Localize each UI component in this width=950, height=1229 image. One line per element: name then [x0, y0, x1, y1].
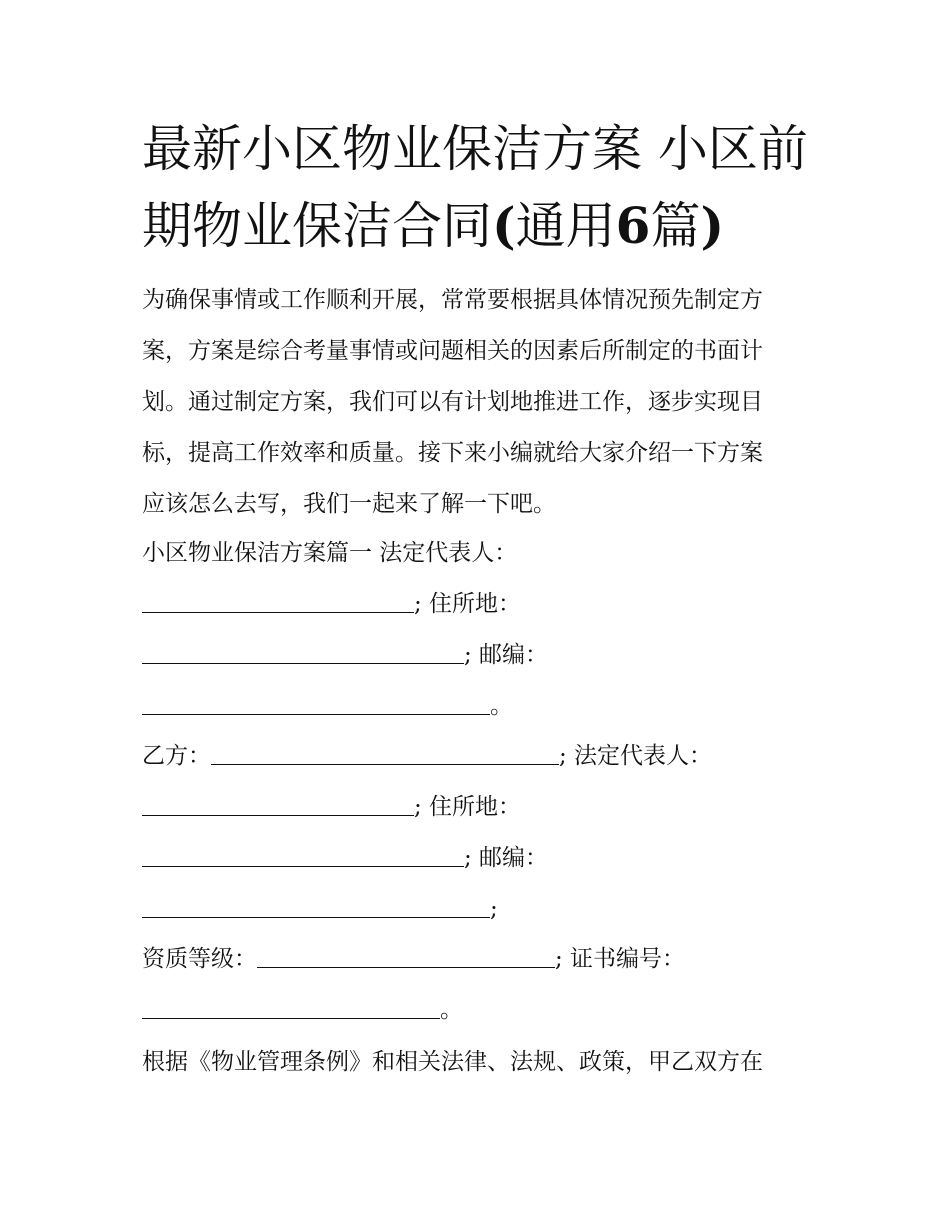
- period-mark: 。: [490, 693, 513, 719]
- party-a-residence-line: [142, 579, 521, 630]
- blank-rule: [142, 815, 414, 816]
- party-b-end-line: [142, 884, 498, 935]
- intro-line-4: 标，提高工作效率和质量。接下来小编就给大家介绍一下方案: [142, 440, 763, 466]
- intro-line-3: 划。通过制定方案，我们可以有计划地推进工作，逐步实现目: [142, 389, 763, 415]
- blank-rule: [142, 714, 490, 715]
- residence-label: ; 住所地：: [414, 591, 522, 617]
- intro-line-2: 案，方案是综合考量事情或问题相关的因素后所制定的书面计: [142, 338, 763, 364]
- blank-rule: [142, 866, 464, 867]
- document-title-line-1: [142, 112, 842, 186]
- title-line-2-post: 篇: [650, 197, 701, 255]
- blank-rule: [142, 663, 464, 664]
- party-b-residence-line: [142, 782, 521, 833]
- certificate-label: ; 证书编号：: [555, 946, 686, 972]
- qualification-line: [142, 934, 685, 985]
- section-heading: 小区物业保洁方案篇一 法定代表人：: [142, 540, 518, 566]
- blank-rule: [211, 764, 559, 765]
- party-b-line: [142, 731, 712, 782]
- blank-rule: [142, 917, 490, 918]
- residence-label: ; 住所地：: [414, 794, 522, 820]
- party-a-end-line: [142, 681, 513, 732]
- certificate-end-line: [142, 985, 463, 1036]
- party-b-postcode-line: [142, 833, 548, 884]
- blank-rule: [142, 612, 414, 613]
- title-count: 6: [615, 196, 651, 255]
- semicolon-mark: ;: [490, 896, 498, 922]
- title-line-1-text: 最新小区物业保洁方案 小区前: [142, 120, 808, 178]
- title-paren-close: ): [700, 196, 725, 255]
- period-mark: 。: [440, 997, 463, 1023]
- intro-line-5: 应该怎么去写，我们一起来了解一下吧。: [142, 491, 556, 517]
- legal-rep-label: ; 法定代表人：: [559, 743, 713, 769]
- document-title-line-2: [142, 189, 842, 263]
- postcode-label: ; 邮编：: [464, 642, 549, 668]
- blank-rule: [257, 967, 555, 968]
- closing-line: 根据《物业管理条例》和相关法律、法规、政策，甲乙双方在: [142, 1049, 763, 1075]
- qualification-label: 资质等级：: [142, 946, 257, 972]
- party-a-postcode-line: [142, 630, 548, 681]
- title-paren-open: (: [492, 196, 516, 255]
- party-b-label: 乙方：: [142, 743, 211, 769]
- intro-line-1: 为确保事情或工作顺利开展，常常要根据具体情况预先制定方: [142, 287, 763, 313]
- blank-rule: [142, 1018, 440, 1019]
- title-line-2-pre: 期物业保洁合同: [142, 197, 492, 255]
- title-line-2-mid: 通用: [515, 197, 616, 255]
- postcode-label: ; 邮编：: [464, 845, 549, 871]
